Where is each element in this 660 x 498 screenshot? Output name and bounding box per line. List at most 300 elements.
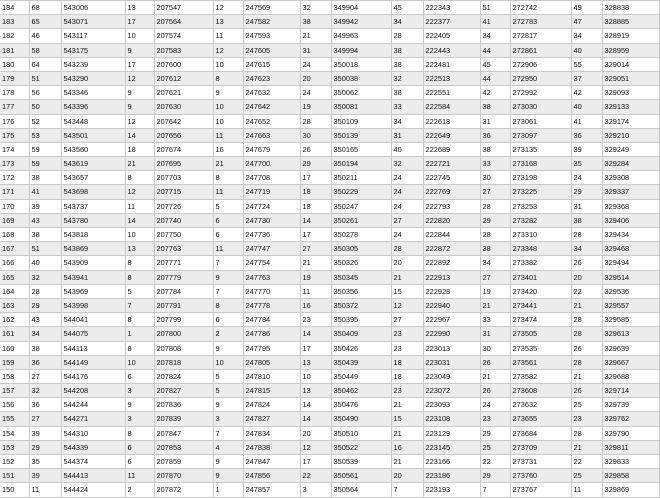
table-cell[interactable]: 350345 [331,270,391,284]
table-cell[interactable]: 51 [480,1,510,15]
table-cell[interactable]: 10 [213,57,243,71]
table-cell[interactable]: 13 [213,15,243,29]
table-cell[interactable]: 222820 [423,213,480,227]
table-cell[interactable]: 34 [391,114,423,128]
table-cell[interactable]: 350356 [331,284,391,298]
table-cell[interactable]: 13 [125,1,154,15]
table-cell[interactable]: 350462 [331,384,391,398]
table-cell[interactable]: 175 [0,128,29,142]
table-cell[interactable]: 350229 [331,185,391,199]
table-cell[interactable]: 30 [300,128,331,142]
table-cell[interactable]: 543448 [61,114,125,128]
table-cell[interactable]: 544149 [61,355,125,369]
table-cell[interactable]: 45 [391,1,423,15]
table-cell[interactable]: 273168 [510,157,571,171]
table-cell[interactable]: 39 [29,426,61,440]
table-cell[interactable]: 161 [0,327,29,341]
table-cell[interactable]: 222343 [423,1,480,15]
table-cell[interactable]: 38 [480,100,510,114]
table-cell[interactable]: 223013 [423,341,480,355]
table-cell[interactable]: 13 [300,355,331,369]
table-cell[interactable]: 543117 [61,29,125,43]
table-cell[interactable]: 543657 [61,171,125,185]
table-cell[interactable]: 6 [125,440,154,454]
table-cell[interactable]: 543780 [61,213,125,227]
table-cell[interactable]: 26 [571,341,602,355]
table-cell[interactable]: 273655 [510,412,571,426]
table-cell[interactable]: 10 [125,29,154,43]
table-cell[interactable]: 21 [300,29,331,43]
table-cell[interactable]: 6 [213,313,243,327]
table-cell[interactable]: 152 [0,455,29,469]
table-cell[interactable]: 544413 [61,469,125,483]
table-cell[interactable]: 28 [391,242,423,256]
table-cell[interactable]: 9 [213,86,243,100]
table-cell[interactable]: 38 [391,57,423,71]
table-cell[interactable]: 14 [300,412,331,426]
table-cell[interactable]: 24 [391,171,423,185]
table-cell[interactable]: 17 [125,57,154,71]
table-cell[interactable]: 247747 [243,242,300,256]
table-cell[interactable]: 68 [29,1,61,15]
table-cell[interactable]: 247784 [243,313,300,327]
table-cell[interactable]: 5 [213,369,243,383]
table-cell[interactable]: 222513 [423,71,480,85]
table-cell[interactable]: 17 [300,171,331,185]
table-cell[interactable]: 40 [29,256,61,270]
table-cell[interactable]: 21 [391,455,423,469]
table-cell[interactable]: 329790 [602,426,659,440]
table-cell[interactable]: 328959 [602,43,659,57]
table-cell[interactable]: 39 [29,199,61,213]
table-cell[interactable]: 328838 [602,1,659,15]
table-cell[interactable]: 329494 [602,256,659,270]
table-cell[interactable]: 207583 [154,43,213,57]
table-cell[interactable]: 23 [391,327,423,341]
table-cell[interactable]: 543560 [61,142,125,156]
table-cell[interactable]: 30 [480,171,510,185]
table-cell[interactable]: 222745 [423,171,480,185]
table-cell[interactable]: 30 [480,341,510,355]
table-cell[interactable]: 329714 [602,384,659,398]
table-cell[interactable]: 5 [213,199,243,213]
table-cell[interactable]: 24 [391,185,423,199]
table-cell[interactable]: 39 [29,469,61,483]
table-cell[interactable]: 29 [480,426,510,440]
table-cell[interactable]: 38 [29,341,61,355]
table-cell[interactable]: 273760 [510,469,571,483]
table-cell[interactable]: 55 [571,57,602,71]
table-cell[interactable]: 350305 [331,242,391,256]
table-cell[interactable]: 273441 [510,298,571,312]
table-cell[interactable]: 247593 [243,29,300,43]
table-cell[interactable]: 9 [125,398,154,412]
table-cell[interactable]: 36 [480,128,510,142]
table-cell[interactable]: 272817 [510,29,571,43]
table-cell[interactable]: 247810 [243,369,300,383]
table-cell[interactable]: 21 [125,157,154,171]
table-cell[interactable]: 183 [0,15,29,29]
table-cell[interactable]: 38 [300,15,331,29]
table-cell[interactable]: 247632 [243,86,300,100]
table-cell[interactable]: 21 [391,426,423,440]
table-cell[interactable]: 544374 [61,455,125,469]
table-cell[interactable]: 329811 [602,440,659,454]
table-cell[interactable]: 329858 [602,469,659,483]
table-cell[interactable]: 329133 [602,100,659,114]
table-cell[interactable]: 25 [571,469,602,483]
table-cell[interactable]: 273420 [510,284,571,298]
table-cell[interactable]: 14 [300,213,331,227]
table-cell[interactable]: 207656 [154,128,213,142]
table-cell[interactable]: 247805 [243,355,300,369]
table-cell[interactable]: 34 [571,242,602,256]
table-cell[interactable]: 44 [480,43,510,57]
table-cell[interactable]: 207600 [154,57,213,71]
table-cell[interactable]: 18 [125,142,154,156]
table-cell[interactable]: 22 [480,455,510,469]
table-cell[interactable]: 52 [29,114,61,128]
table-cell[interactable]: 160 [0,341,29,355]
table-cell[interactable]: 329688 [602,369,659,383]
table-cell[interactable]: 222481 [423,57,480,71]
table-cell[interactable]: 21 [300,256,331,270]
table-cell[interactable]: 168 [0,228,29,242]
table-cell[interactable]: 222551 [423,86,480,100]
table-cell[interactable]: 222769 [423,185,480,199]
table-cell[interactable]: 207726 [154,199,213,213]
table-cell[interactable]: 544244 [61,398,125,412]
table-cell[interactable]: 34 [391,15,423,29]
table-cell[interactable]: 273253 [510,199,571,213]
table-cell[interactable]: 28 [29,284,61,298]
table-cell[interactable]: 39 [571,142,602,156]
table-cell[interactable]: 222872 [423,242,480,256]
table-cell[interactable]: 32 [391,71,423,85]
table-cell[interactable]: 11 [213,128,243,142]
table-cell[interactable]: 273684 [510,426,571,440]
table-cell[interactable]: 272861 [510,43,571,57]
table-cell[interactable]: 15 [391,284,423,298]
table-cell[interactable]: 22 [571,284,602,298]
table-cell[interactable]: 247838 [243,440,300,454]
table-cell[interactable]: 247700 [243,157,300,171]
table-cell[interactable]: 21 [480,369,510,383]
table-cell[interactable]: 184 [0,1,29,15]
table-cell[interactable]: 163 [0,298,29,312]
table-cell[interactable]: 329368 [602,199,659,213]
table-cell[interactable]: 273061 [510,114,571,128]
table-cell[interactable]: 31 [300,43,331,57]
table-cell[interactable]: 222584 [423,100,480,114]
table-cell[interactable]: 28 [480,199,510,213]
table-cell[interactable]: 247605 [243,43,300,57]
table-cell[interactable]: 273382 [510,256,571,270]
table-cell[interactable]: 10 [300,369,331,383]
table-cell[interactable]: 7 [391,483,423,497]
table-cell[interactable]: 223145 [423,440,480,454]
table-cell[interactable]: 8 [125,426,154,440]
table-cell[interactable]: 20 [300,426,331,440]
table-cell[interactable]: 165 [0,270,29,284]
table-cell[interactable]: 25 [480,440,510,454]
table-cell[interactable]: 26 [571,384,602,398]
table-cell[interactable]: 273731 [510,455,571,469]
table-cell[interactable]: 222928 [423,284,480,298]
table-cell[interactable]: 7 [480,483,510,497]
table-cell[interactable]: 222689 [423,142,480,156]
table-cell[interactable]: 329833 [602,455,659,469]
table-cell[interactable]: 14 [125,213,154,227]
table-cell[interactable]: 25 [571,398,602,412]
table-cell[interactable]: 273030 [510,100,571,114]
table-cell[interactable]: 53 [29,128,61,142]
table-cell[interactable]: 13 [125,242,154,256]
table-cell[interactable]: 15 [391,412,423,426]
table-cell[interactable]: 350018 [331,57,391,71]
table-cell[interactable]: 35 [571,157,602,171]
table-cell[interactable]: 247824 [243,398,300,412]
table-cell[interactable]: 207779 [154,270,213,284]
table-cell[interactable]: 247679 [243,142,300,156]
table-cell[interactable]: 247623 [243,71,300,85]
table-cell[interactable]: 349904 [331,1,391,15]
table-cell[interactable]: 273225 [510,185,571,199]
table-cell[interactable]: 9 [125,86,154,100]
table-cell[interactable]: 8 [125,256,154,270]
table-cell[interactable]: 12 [300,440,331,454]
table-cell[interactable]: 6 [125,455,154,469]
table-cell[interactable]: 350261 [331,213,391,227]
table-cell[interactable]: 38 [29,228,61,242]
table-cell[interactable]: 7 [213,256,243,270]
table-cell[interactable]: 543909 [61,256,125,270]
table-cell[interactable]: 2 [125,483,154,497]
table-cell[interactable]: 329308 [602,171,659,185]
table-cell[interactable]: 350326 [331,256,391,270]
table-cell[interactable]: 11 [213,242,243,256]
table-cell[interactable]: 544176 [61,369,125,383]
table-cell[interactable]: 159 [0,355,29,369]
table-cell[interactable]: 222990 [423,327,480,341]
table-cell[interactable]: 222793 [423,199,480,213]
table-cell[interactable]: 45 [480,57,510,71]
table-cell[interactable]: 8 [213,298,243,312]
table-cell[interactable]: 20 [391,469,423,483]
table-cell[interactable]: 17 [300,455,331,469]
table-cell[interactable]: 34 [480,29,510,43]
table-cell[interactable]: 18 [391,355,423,369]
table-cell[interactable]: 12 [125,114,154,128]
table-cell[interactable]: 27 [391,213,423,227]
table-cell[interactable]: 247763 [243,270,300,284]
table-cell[interactable]: 40 [571,43,602,57]
table-cell[interactable]: 544208 [61,384,125,398]
table-cell[interactable]: 59 [29,157,61,171]
table-cell[interactable]: 544041 [61,313,125,327]
table-cell[interactable]: 6 [213,228,243,242]
table-cell[interactable]: 543698 [61,185,125,199]
table-cell[interactable]: 207763 [154,242,213,256]
table-cell[interactable]: 37 [571,71,602,85]
table-cell[interactable]: 21 [391,398,423,412]
table-cell[interactable]: 150 [0,483,29,497]
table-cell[interactable]: 38 [571,213,602,227]
table-cell[interactable]: 181 [0,43,29,57]
table-cell[interactable]: 32 [29,270,61,284]
table-cell[interactable]: 273282 [510,213,571,227]
table-cell[interactable]: 207808 [154,341,213,355]
table-cell[interactable]: 58 [29,43,61,57]
table-cell[interactable]: 26 [480,384,510,398]
table-cell[interactable]: 28 [571,313,602,327]
table-cell[interactable]: 6 [213,213,243,227]
table-cell[interactable]: 41 [29,185,61,199]
table-cell[interactable]: 38 [480,242,510,256]
table-cell[interactable]: 543869 [61,242,125,256]
table-cell[interactable]: 11 [300,284,331,298]
table-cell[interactable]: 10 [213,114,243,128]
table-cell[interactable]: 273097 [510,128,571,142]
table-cell[interactable]: 329739 [602,398,659,412]
table-cell[interactable]: 207784 [154,284,213,298]
table-cell[interactable]: 8 [213,171,243,185]
table-cell[interactable]: 169 [0,213,29,227]
table-cell[interactable]: 26 [480,355,510,369]
table-cell[interactable]: 38 [391,43,423,57]
table-cell[interactable]: 273632 [510,398,571,412]
table-cell[interactable]: 273767 [510,483,571,497]
table-cell[interactable]: 207642 [154,114,213,128]
table-cell[interactable]: 38 [29,171,61,185]
table-cell[interactable]: 3 [125,384,154,398]
table-cell[interactable]: 350490 [331,412,391,426]
table-cell[interactable]: 9 [213,469,243,483]
table-cell[interactable]: 19 [300,100,331,114]
table-cell[interactable]: 350395 [331,313,391,327]
table-cell[interactable]: 38 [391,86,423,100]
table-cell[interactable]: 247857 [243,483,300,497]
table-cell[interactable]: 247708 [243,171,300,185]
table-cell[interactable]: 27 [300,242,331,256]
table-cell[interactable]: 222940 [423,298,480,312]
table-cell[interactable]: 273709 [510,440,571,454]
table-cell[interactable]: 329468 [602,242,659,256]
table-cell[interactable]: 350439 [331,355,391,369]
table-cell[interactable]: 20 [571,270,602,284]
table-cell[interactable]: 31 [571,199,602,213]
table-cell[interactable]: 329051 [602,71,659,85]
table-cell[interactable]: 172 [0,171,29,185]
table-cell[interactable]: 11 [125,199,154,213]
table-cell[interactable]: 247778 [243,298,300,312]
table-cell[interactable]: 329434 [602,228,659,242]
table-cell[interactable]: 18 [300,185,331,199]
table-cell[interactable]: 222377 [423,15,480,29]
table-cell[interactable]: 28 [300,114,331,128]
table-cell[interactable]: 65 [29,15,61,29]
table-cell[interactable]: 44 [480,71,510,85]
table-cell[interactable]: 14 [300,398,331,412]
table-cell[interactable]: 222443 [423,43,480,57]
table-cell[interactable]: 329284 [602,157,659,171]
table-cell[interactable]: 17 [125,15,154,29]
table-cell[interactable]: 207827 [154,384,213,398]
table-cell[interactable]: 11 [213,29,243,43]
table-cell[interactable]: 8 [125,270,154,284]
table-cell[interactable]: 273561 [510,355,571,369]
table-cell[interactable]: 223129 [423,426,480,440]
table-cell[interactable]: 247569 [243,1,300,15]
table-cell[interactable]: 207859 [154,455,213,469]
table-cell[interactable]: 162 [0,313,29,327]
table-cell[interactable]: 350449 [331,369,391,383]
table-cell[interactable]: 543501 [61,128,125,142]
table-cell[interactable]: 273582 [510,369,571,383]
table-cell[interactable]: 329093 [602,86,659,100]
table-cell[interactable]: 12 [213,43,243,57]
table-cell[interactable]: 9 [213,270,243,284]
table-cell[interactable]: 207574 [154,29,213,43]
table-cell[interactable]: 177 [0,100,29,114]
table-cell[interactable]: 207703 [154,171,213,185]
table-cell[interactable]: 349942 [331,15,391,29]
table-cell[interactable]: 20 [300,71,331,85]
table-cell[interactable]: 182 [0,29,29,43]
table-cell[interactable]: 207750 [154,228,213,242]
table-cell[interactable]: 273401 [510,270,571,284]
table-cell[interactable]: 350194 [331,157,391,171]
table-cell[interactable]: 329249 [602,142,659,156]
table-cell[interactable]: 273535 [510,341,571,355]
table-cell[interactable]: 3 [125,412,154,426]
table-cell[interactable]: 49 [571,1,602,15]
table-cell[interactable]: 23 [300,313,331,327]
table-cell[interactable]: 34 [571,29,602,43]
table-cell[interactable]: 27 [29,369,61,383]
table-cell[interactable]: 207847 [154,426,213,440]
table-cell[interactable]: 207695 [154,157,213,171]
table-cell[interactable]: 328919 [602,29,659,43]
table-cell[interactable]: 32 [29,384,61,398]
table-cell[interactable]: 247736 [243,228,300,242]
table-cell[interactable]: 247663 [243,128,300,142]
table-cell[interactable]: 350139 [331,128,391,142]
table-cell[interactable]: 273608 [510,384,571,398]
table-cell[interactable]: 222967 [423,313,480,327]
table-cell[interactable]: 329514 [602,270,659,284]
table-cell[interactable]: 32 [300,1,331,15]
table-cell[interactable]: 29 [29,298,61,312]
table-cell[interactable]: 222892 [423,256,480,270]
table-cell[interactable]: 350062 [331,86,391,100]
table-cell[interactable]: 179 [0,71,29,85]
table-cell[interactable]: 544310 [61,426,125,440]
table-cell[interactable]: 222618 [423,114,480,128]
table-cell[interactable]: 11 [571,483,602,497]
table-cell[interactable]: 33 [480,157,510,171]
table-cell[interactable]: 329536 [602,284,659,298]
table-cell[interactable]: 27 [391,313,423,327]
table-cell[interactable]: 29 [29,440,61,454]
table-cell[interactable]: 166 [0,256,29,270]
table-cell[interactable]: 247730 [243,213,300,227]
table-cell[interactable]: 12 [125,185,154,199]
table-cell[interactable]: 543737 [61,199,125,213]
table-cell[interactable]: 31 [480,114,510,128]
table-cell[interactable]: 12 [213,1,243,15]
table-cell[interactable]: 207853 [154,440,213,454]
